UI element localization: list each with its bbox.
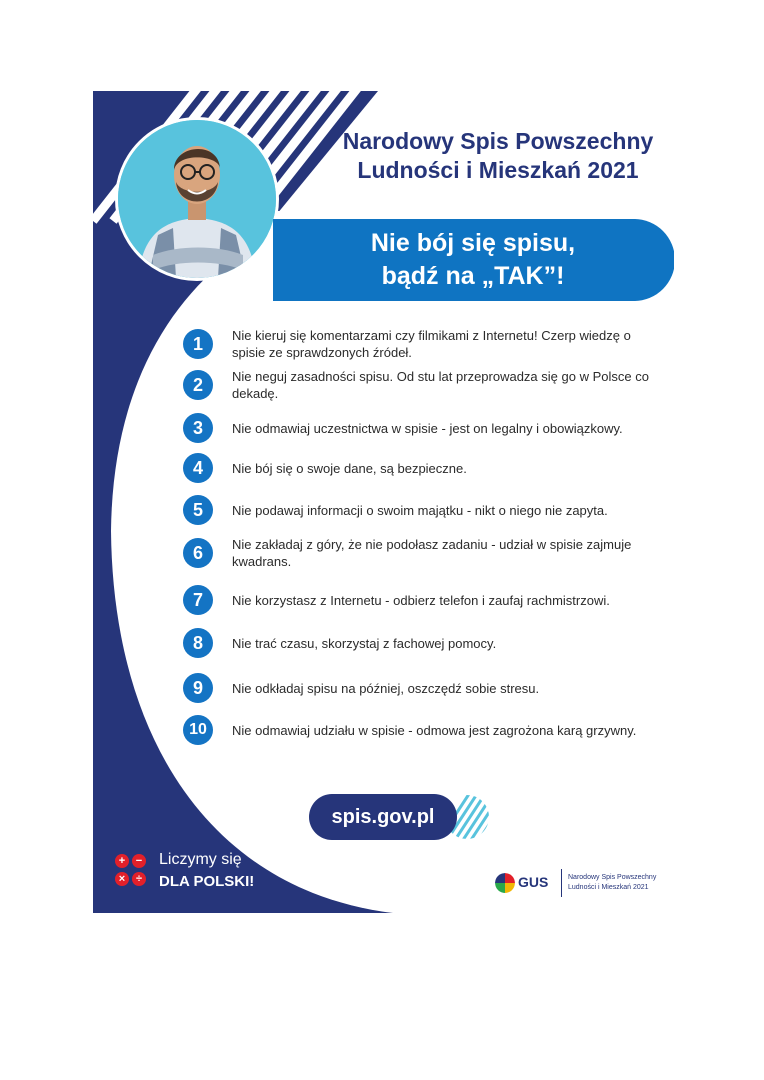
gus-subtitle-line-1: Narodowy Spis Powszechny (568, 874, 657, 881)
list-item (183, 413, 662, 443)
item-text: Nie odkładaj spisu na później, oszczędź sobie stresu. (232, 680, 540, 696)
item-text: Nie podawaj informacji o swoim majątku - nikt o niego nie zapyta. (232, 502, 608, 518)
minus-icon: − (132, 854, 146, 868)
list-item (183, 536, 662, 570)
item-number: 8 (183, 628, 213, 658)
item-text: Nie odmawiaj uczestnictwa w spisie - jest on legalny i obowiązkowy. (232, 420, 623, 436)
list-item (183, 628, 662, 658)
man-photo-circle (115, 117, 279, 281)
list-item (183, 453, 662, 483)
item-number: 2 (183, 370, 213, 400)
man-illustration-icon (118, 120, 276, 278)
list-item (183, 673, 662, 703)
multiply-icon: × (115, 872, 129, 886)
item-text: Nie odmawiaj udziału w spisie - odmowa jest zagrożona karą grzywny. (232, 722, 637, 738)
item-number: 5 (183, 495, 213, 525)
gus-logo (495, 869, 670, 899)
divide-icon: ÷ (132, 872, 146, 886)
slogan-line-2: DLA POLSKI! (159, 873, 255, 890)
title-line-2: Ludności i Mieszkań 2021 (357, 157, 639, 183)
gus-subtitle (568, 873, 668, 893)
item-number: 9 (183, 673, 213, 703)
item-number: 4 (183, 453, 213, 483)
item-number: 3 (183, 413, 213, 443)
item-text: Nie trać czasu, skorzystaj z fachowej pomocy. (232, 635, 497, 651)
census-poster (93, 91, 674, 913)
gus-name: GUS (518, 874, 549, 890)
slogan-line-1: Liczymy się (159, 851, 242, 868)
item-text: Nie bój się o swoje dane, są bezpieczne. (232, 460, 467, 476)
banner-text (293, 227, 653, 293)
item-text: Nie korzystasz z Internetu - odbierz telefon i zaufaj rachmistrzowi. (232, 592, 610, 608)
website-url[interactable]: spis.gov.pl (331, 805, 435, 828)
plus-icon: + (115, 854, 129, 868)
banner-line-2: bądź na „TAK”! (381, 262, 565, 290)
list-item (183, 495, 662, 525)
poster-title (333, 127, 663, 185)
list-item (183, 585, 662, 615)
item-number: 6 (183, 538, 213, 568)
title-line-1: Narodowy Spis Powszechny (342, 128, 654, 154)
banner-line-1: Nie bój się spisu, (370, 229, 576, 257)
gus-divider (561, 869, 562, 897)
list-item (183, 368, 662, 402)
list-item (183, 327, 662, 361)
list-item (183, 715, 662, 745)
item-text: Nie kieruj się komentarzami czy filmikami z Internetu! Czerp wiedzę o spisie ze sprawdzonych źródeł. (232, 328, 631, 360)
item-number: 7 (183, 585, 213, 615)
gus-emblem-icon (495, 873, 515, 893)
item-text: Nie neguj zasadności spisu. Od stu lat przeprowadza się go w Polsce co dekadę. (232, 369, 649, 401)
website-link[interactable] (309, 794, 457, 840)
item-number: 1 (183, 329, 213, 359)
item-text: Nie zakładaj z góry, że nie podołasz zadaniu - udział w spisie zajmuje kwadrans. (232, 537, 632, 569)
item-number: 10 (183, 715, 213, 745)
gus-subtitle-line-2: Ludności i Mieszkań 2021 (568, 884, 649, 891)
